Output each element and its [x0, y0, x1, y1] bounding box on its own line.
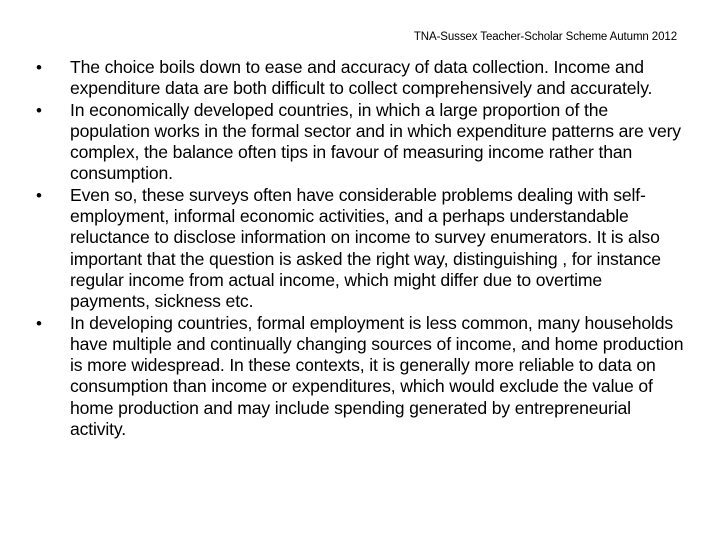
bullet-text: In developing countries, formal employment is less common, many households have multiple and continually changing sources of income, and home production is more widespread. In these contexts, it is generally more reliable to data on consumption than income or expenditures, which would exclude the value of home production and may include spending generated by entrepreneurial activity.	[70, 312, 684, 440]
bullet-item	[36, 185, 686, 313]
bullet-text: Even so, these surveys often have considerable problems dealing with self-employment, informal economic activities, and a perhaps understandable reluctance to disclose information on income to survey enumerators. It is also important that the question is asked the right way, distinguishing , for instance regular income from actual income, which might differ due to overtime payments, sickness etc.	[70, 184, 661, 312]
bullet-text: In economically developed countries, in which a large proportion of the population works in the formal sector and in which expenditure patterns are very complex, the balance often tips in favour of measuring income rather than consumption.	[70, 99, 681, 184]
bullet-dot-icon: •	[36, 185, 42, 205]
bullet-item	[36, 100, 686, 185]
bullet-list	[36, 57, 686, 440]
bullet-item	[36, 57, 686, 100]
bullet-dot-icon: •	[36, 58, 42, 77]
bullet-text: The choice boils down to ease and accuracy of data collection. Income and expenditure data are both difficult to collect comprehensively and accurately.	[70, 57, 653, 99]
header-text: TNA-Sussex Teacher-Scholar Scheme Autumn 2012	[413, 31, 677, 43]
bullet-dot-icon: •	[36, 313, 42, 333]
bullet-dot-icon: •	[36, 100, 42, 120]
bullet-item	[36, 313, 686, 441]
